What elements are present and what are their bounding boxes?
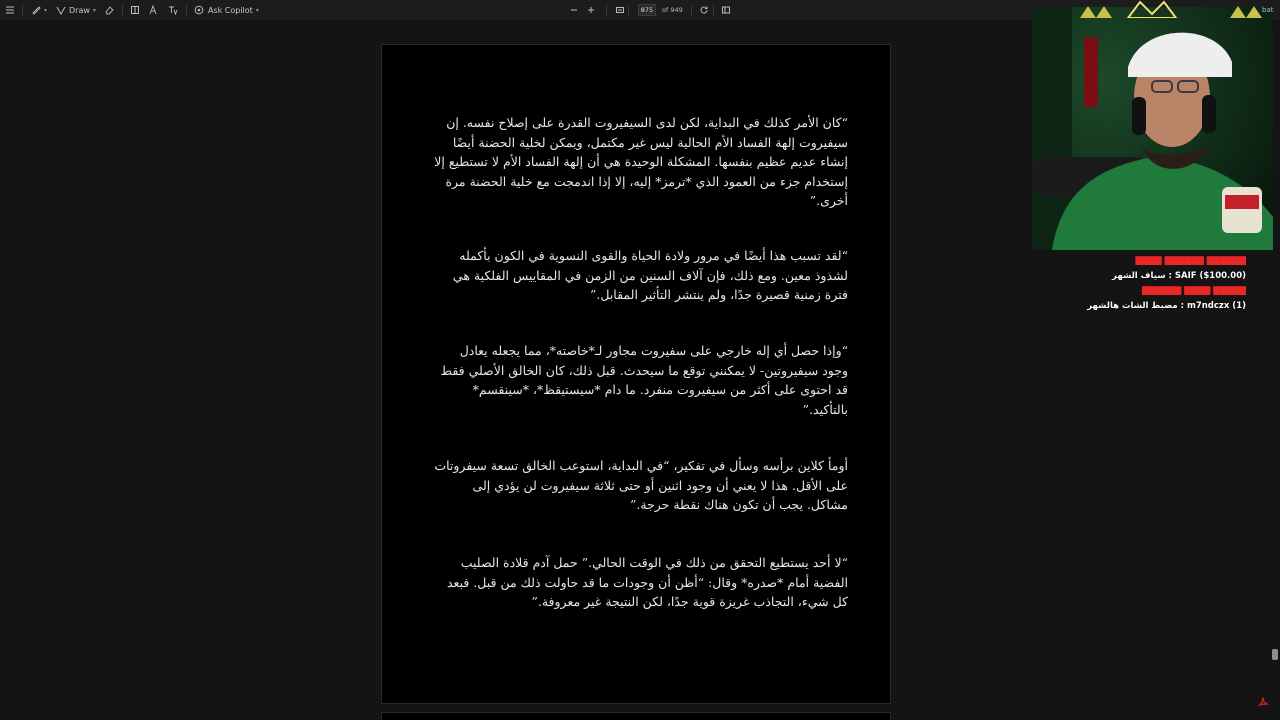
zoom-in-icon[interactable] — [585, 5, 596, 16]
draw-button[interactable] — [51, 0, 100, 20]
eraser-icon — [104, 5, 115, 16]
copilot-icon — [194, 5, 205, 16]
crown-overlay — [1080, 0, 1270, 18]
pen-icon — [55, 5, 66, 16]
paragraph: أومأ كلاين برأسه وسأل في تفكير، “في البداية، استوعب الخالق تسعة سيفروتات على الأقل. هذا لا يعني أن وجود اثنين أو حتى ثلاثة سيفيروت لن يؤدي إلى مشاكل. يجب أن تكون هناك نقطة حرجة.” — [434, 458, 848, 512]
highlight-button[interactable] — [26, 0, 51, 20]
chevron-down-icon[interactable]: ▾ — [44, 6, 48, 14]
page-number-input[interactable]: 875 — [638, 4, 656, 16]
toolbar-divider — [713, 5, 714, 16]
view-button[interactable] — [126, 0, 145, 20]
toolbar-divider — [628, 5, 629, 16]
pdf-page-next — [381, 712, 891, 720]
chat-line: SAIF ($100.00) : سياف الشهر — [1112, 271, 1246, 281]
ask-copilot-button[interactable] — [190, 0, 263, 20]
stream-chat-overlay — [1066, 254, 1246, 314]
page-view-icon — [130, 5, 141, 16]
chevron-down-icon[interactable]: ▾ — [92, 6, 96, 14]
highlighter-icon — [30, 5, 41, 16]
paragraph: “كان الأمر كذلك في البداية، لكن لدى السيفيروت القدرة على إصلاح نفسه. إن سيفيروت إلهة الفساد الأم الحالية ليس غير مكتمل، ويمكن لخلية الحضنة أيضًا إنشاء عديم عظيم بنفسها. المشكلة الوحيدة هي أن إلهة الفساد الأم لا تستطيع إلا إستخدام جزء من العمود الذي *ترمز* إليه، إلا إذا اندمجت مع خلية الحضنة مرة أخرى.” — [434, 115, 848, 208]
scrollbar-thumb[interactable] — [1272, 649, 1278, 660]
rotate-icon[interactable] — [699, 5, 710, 16]
two-page-view-icon[interactable] — [721, 5, 732, 16]
draw-label: Draw — [69, 5, 90, 15]
erase-button[interactable] — [100, 0, 119, 20]
zoom-out-icon[interactable] — [568, 5, 579, 16]
paragraph: “وإذا حصل أي إله خارجي على سفيروت مجاور لـ*خاصته*، مما يجعله يعادل وجود سيفيروتين- لا يمكنني توقع ما سيحدث. قبل ذلك، كان الخالق الأصلي فقط قد احتوى على أكثر من سيفيروت منفرد. ما دام *سيستيقظ*، *سينقسم* بالتأكيد.” — [440, 343, 848, 417]
toolbar-divider — [122, 5, 123, 16]
toolbar-divider — [186, 5, 187, 16]
text-aa-icon — [149, 5, 160, 16]
list-icon — [4, 5, 15, 16]
chevron-down-icon[interactable]: ▾ — [255, 6, 259, 14]
toolbar-divider — [22, 5, 23, 16]
toolbar-divider — [691, 5, 692, 16]
translate-icon — [168, 5, 179, 16]
paragraph: “لا أحد يستطيع التحقق من ذلك في الوقت الحالي.” حمل آدم قلادة الصليب الفضية أمام *صدره* وقال: “أظن أن وجودات ما قد حاولت ذلك من قبل. فبعد كل شيء، التجاذب غريزة قوية جدًا، لكن النتيجة غير معروفة.” — [446, 555, 848, 609]
pdf-page — [381, 44, 891, 704]
chat-line: m7ndczx (1) : مضبط الشات هالشهر — [1087, 301, 1246, 311]
toolbar-divider — [606, 5, 607, 16]
webcam-feed — [1032, 7, 1273, 250]
overlay-tag: bat — [1262, 6, 1274, 14]
paragraph: “لقد تسبب هذا أيضًا في مرور ولادة الحياة والقوى النسوية في الكون بأكمله لشذوذ معين. ومع ذلك، فإن آلاف السنين من الزمن في المقاييس الفلكية هي فترة زمنية قصيرة جدًا، ولم ينتشر التأثير المقابل.” — [452, 248, 848, 302]
chat-blurred-line: ▇▇▇▇▇▇ ▇▇▇▇▇▇ ▇▇▇▇ — [1135, 256, 1246, 266]
streamer-image — [1032, 7, 1273, 250]
pdf-file-icon — [1258, 692, 1269, 703]
page-total: of 949 — [662, 6, 683, 14]
ask-copilot-label: Ask Copilot — [207, 5, 253, 15]
fit-page-icon[interactable] — [614, 5, 625, 16]
translate-button[interactable] — [164, 0, 183, 20]
text-options-button[interactable] — [145, 0, 164, 20]
contents-button[interactable] — [0, 0, 19, 20]
chat-blurred-line: ▇▇▇▇▇ ▇▇▇▇ ▇▇▇▇▇▇ — [1142, 286, 1246, 296]
page-controls — [568, 0, 732, 20]
